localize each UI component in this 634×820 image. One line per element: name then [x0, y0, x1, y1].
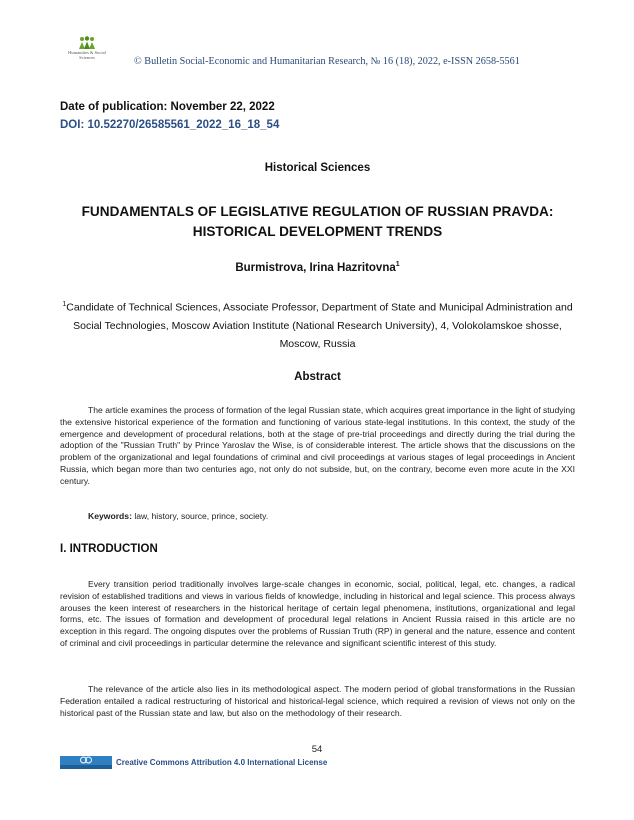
- keywords-text: law, history, source, prince, society.: [134, 511, 269, 521]
- section-heading: Historical Sciences: [264, 162, 371, 174]
- introduction-heading: I. INTRODUCTION: [60, 543, 158, 555]
- cc-by-badge[interactable]: [60, 756, 112, 769]
- keywords-label: Keywords:: [88, 511, 132, 521]
- author-name-text: Burmistrova, Irina Hazritovna: [235, 261, 396, 274]
- article-title: [60, 202, 575, 242]
- journal-citation: © Bulletin Social-Economic and Humanitarian Research, № 16 (18), 2022, e-ISSN 2658-5561: [134, 56, 520, 67]
- cc-badge-strip: [60, 765, 112, 769]
- introduction-paragraph-1: Every transition period traditionally involves large-scale changes in economic, social, political, legal, etc. changes, a radical revision of established traditions and views in various fields of knowledge, including in historical and legal science. This process always arouses the keen interest of researchers in the historical heritage of certain legal phenomena, institutions, organizational and legal forms, etc. The issues of formation and development of procedural legal relations in Ancient Russia raised in this article are no exception in this regard. The ongoing disputes over the problems of Russian Truth (RP) in general and the nature, essence and content of criminal and civil proceedings in particular determine the relevance and significant scientific interest of this study.: [60, 579, 575, 648]
- affiliation: [60, 296, 575, 353]
- introduction-paragraph-2: The relevance of the article also lies in its methodological aspect. The modern period of global transformations in the Russian Federation entailed a radical restructuring of historical and historical-legal science, which required a revision of views not only on the historical past of the Russian state and law, but also on the methodology of their research.: [60, 684, 575, 718]
- title-line-1: FUNDAMENTALS OF LEGISLATIVE REGULATION OF RUSSIAN PRAVDA:: [81, 204, 554, 219]
- author-superscript: 1: [395, 261, 400, 268]
- doi-link[interactable]: DOI: 10.52270/26585561_2022_16_18_54: [60, 119, 280, 131]
- creative-commons-icon: [80, 756, 92, 764]
- abstract-heading: Abstract: [294, 371, 341, 383]
- keywords: [88, 511, 268, 521]
- page-number: 54: [311, 744, 323, 755]
- author-name: [60, 261, 575, 274]
- license-text[interactable]: Creative Commons Attribution 4.0 International License: [116, 758, 328, 767]
- journal-header: [60, 36, 575, 72]
- journal-logo: [60, 36, 114, 70]
- publication-date: Date of publication: November 22, 2022: [60, 101, 275, 113]
- logo-text: Humanities & Social Sciences: [68, 50, 106, 60]
- license-footer: [60, 756, 360, 770]
- affiliation-text: Candidate of Technical Sciences, Associate Professor, Department of State and Municipal Administration and Social Technologies, Moscow Aviation Institute (National Research University), 4, Volokolamskoe shosse, Moscow, Russia: [66, 301, 573, 350]
- title-line-2: HISTORICAL DEVELOPMENT TRENDS: [192, 224, 443, 239]
- people-logo-icon: [76, 36, 98, 50]
- abstract-text: The article examines the process of formation of the legal Russian state, which acquires great importance in the light of studying the extensive historical experience of the formation and functioning of various state-legal institutions. In this context, the study of the emergence and development of procedural relations, both at the stage of pre-trial proceedings and directly during the trial during the adoption of the "Russian Truth" by Prince Yaroslav the Wise, is of considerable interest. The article shows that the discussions on the problem of the organizational and legal foundations of criminal and civil proceedings at various stages of legal proceedings in Ancient Russia, which began more than two centuries ago, not only do not subside, but, on the contrary, become even more acute in the XXI century.: [60, 405, 575, 486]
- affiliation-superscript: 1: [62, 301, 67, 308]
